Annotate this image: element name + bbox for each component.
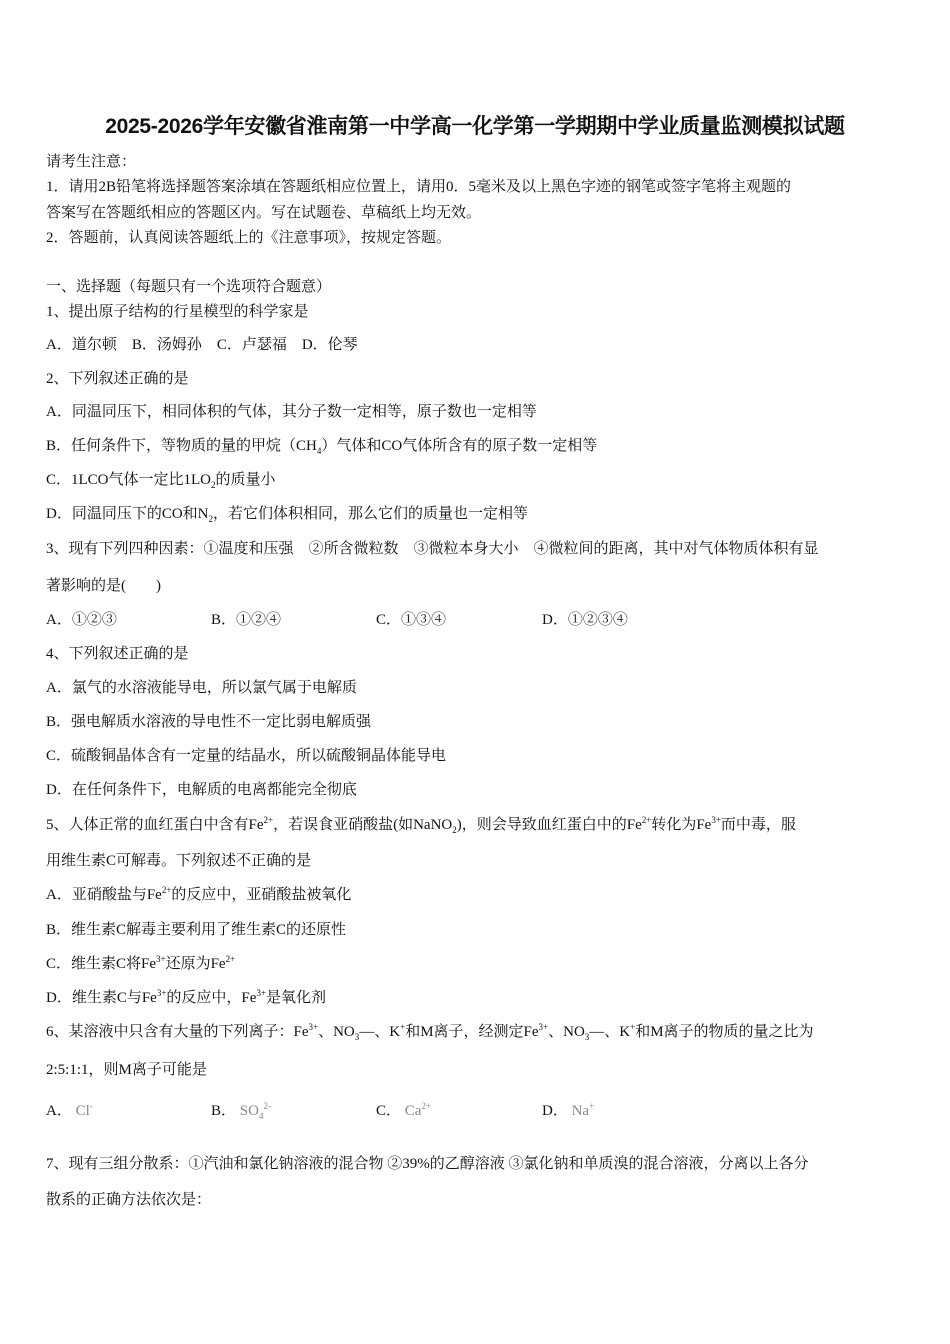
text-line [46,302,309,322]
text-segment: 3+ [156,954,166,964]
option [376,610,446,630]
text-segment: 转化为Fe [651,817,712,833]
text-segment: - [89,1101,93,1111]
text-segment: Na [567,1103,590,1119]
text-segment: + [589,1101,595,1111]
text-line [46,988,326,1008]
text-segment: 5、人体正常的血红蛋白中含有Fe [46,817,264,833]
text-segment: Ca [401,1103,422,1119]
text-line [46,228,451,248]
text-segment: ，若它们体积相同，那么它们的质量也一定相等 [213,506,529,522]
text-segment: 的反应中，亚硝酸盐被氧化 [171,887,352,903]
text-segment: D．在任何条件下，电解质的电离都能完全彻底 [46,782,357,798]
text-segment: + [400,1022,406,1032]
option [46,1101,93,1121]
text-segment: )，则会导致血红蛋白中的Fe [456,817,642,833]
text-segment: 2+ [225,954,236,964]
text-segment: —、K [589,1024,631,1040]
text-line [46,203,481,223]
text-segment: A．道尔顿 B．汤姆孙 C．卢瑟福 D．伦琴 [46,337,358,353]
text-segment: Cl [71,1103,90,1119]
text-segment: B．任何条件下，等物质的量的甲烷（CH [46,438,317,454]
text-segment: ）气体和CO气体所含有的原子数一定相等 [321,438,598,454]
text-line [46,470,276,490]
text-line [46,576,161,596]
text-segment: B．强电解质水溶液的导电性不一定比弱电解质强 [46,714,372,730]
text-segment: 和M离子，经测定Fe [405,1024,539,1040]
text-segment: C． [376,1103,402,1119]
text-segment: A．①②③ [46,612,117,628]
text-segment: 7、现有三组分散系：①汽油和氯化钠溶液的混合物 ②39%的乙醇溶液 ③氯化钠和单质溴的混合溶液，分离以上各分 [46,1156,809,1172]
text-segment: D．同温同压下的CO和N [46,506,209,522]
text-segment: 3+ [156,988,167,998]
text-segment: C．维生素C将Fe [46,956,157,972]
text-segment: 2- [263,1101,271,1111]
text-line [46,954,235,974]
option [46,610,117,630]
text-segment: 3+ [538,1022,549,1032]
text-segment: 2+ [641,815,652,825]
text-segment: C．1LCO气体一定比1LO [46,472,212,488]
text-segment: 2 [452,825,457,835]
text-segment: A．亚硝酸盐与Fe [46,887,162,903]
text-segment: 2+ [421,1101,432,1111]
option [542,1101,594,1121]
text-segment: 3+ [711,815,721,825]
text-segment: 3 [354,1032,360,1042]
text-line [46,920,346,940]
text-line [46,277,331,297]
text-segment: 、NO [548,1024,585,1040]
text-segment: 2 [211,480,216,490]
text-segment: 3+ [256,988,267,998]
text-segment: 用维生素C可解毒。下列叙述不正确的是 [46,853,312,869]
text-line [46,177,791,197]
text-segment: 1、提出原子结构的行星模型的科学家是 [46,304,309,320]
text-segment: D． [542,1103,568,1119]
text-segment: 一、选择题（每题只有一个选项符合题意） [46,279,332,295]
text-segment: 4 [258,1111,264,1121]
text-line [46,1022,814,1042]
option-row [46,1101,906,1125]
text-segment: 而中毒，服 [720,817,796,833]
text-segment: 的反应中，Fe [166,990,257,1006]
text-line [46,678,357,698]
text-segment: 2 [208,514,214,524]
text-segment: A． [46,1103,72,1119]
text-segment: B．①②④ [211,612,282,628]
text-segment: B． [211,1103,237,1119]
text-segment: D．维生素C与Fe [46,990,157,1006]
text-segment: + [630,1022,636,1032]
text-line [46,335,358,355]
text-line [46,885,351,905]
text-segment: 3、现有下列四种因素：①温度和压强 ②所含微粒数 ③微粒本身大小 ④微粒间的距离，其中对气体物质体积有显 [46,541,819,557]
text-segment: 2+ [263,815,274,825]
text-line [46,436,597,456]
text-segment: C．①③④ [376,612,447,628]
text-segment: 4、下列叙述正确的是 [46,646,189,662]
text-segment: A．氯气的水溶液能导电，所以氯气属于电解质 [46,680,357,696]
text-line [46,712,371,732]
text-line [46,1154,809,1174]
text-segment: 1．请用2B铅笔将选择题答案涂填在答题纸相应位置上，请用0．5毫米及以上黑色字迹的钢笔或签字笔将主观题的 [46,179,792,195]
option [211,610,281,630]
text-line [46,402,537,422]
text-segment: 3+ [308,1022,319,1032]
text-line [46,1190,211,1210]
text-line [46,780,357,800]
text-segment: 6、某溶液中只含有大量的下列离子：Fe [46,1024,309,1040]
text-segment: 著影响的是( ) [46,578,161,594]
text-segment: 的质量小 [215,472,276,488]
text-segment: 2、下列叙述正确的是 [46,371,189,387]
text-segment: 2．答题前，认真阅读答题纸上的《注意事项》，按规定答题。 [46,230,452,246]
text-line [46,504,528,524]
text-segment: ，若误食亚硝酸盐(如NaNO [273,817,453,833]
option-row [46,610,906,634]
text-segment: 还原为Fe [165,956,226,972]
text-segment: SO [236,1103,259,1119]
text-segment: A．同温同压下，相同体积的气体，其分子数一定相等，原子数也一定相等 [46,404,537,420]
text-segment: 3 [584,1032,590,1042]
text-segment: D．①②③④ [542,612,628,628]
text-line [46,746,446,766]
text-segment: 请考生注意： [46,154,137,170]
text-segment: 是氧化剂 [266,990,327,1006]
option [542,610,628,630]
text-segment: 4 [316,446,322,456]
text-line [46,815,796,835]
text-segment: 2:5:1:1，则M离子可能是 [46,1062,207,1078]
text-segment: C．硫酸铜晶体含有一定量的结晶水，所以硫酸铜晶体能导电 [46,748,447,764]
text-line [46,644,189,664]
text-line [46,1060,207,1080]
option [376,1101,431,1121]
text-segment: 2+ [161,885,172,895]
text-segment: B．维生素C解毒主要利用了维生素C的还原性 [46,922,347,938]
text-segment: 散系的正确方法依次是： [46,1192,212,1208]
option [211,1101,271,1121]
text-segment: 和M离子的物质的量之比为 [635,1024,814,1040]
text-line [46,369,189,389]
text-line [46,152,136,172]
text-segment: 、NO [318,1024,355,1040]
text-line [46,851,311,871]
text-segment: 答案写在答题纸相应的答题区内。写在试题卷、草稿纸上均无效。 [46,205,482,221]
text-segment: —、K [359,1024,401,1040]
page-title: 2025-2026学年安徽省淮南第一中学高一化学第一学期期中学业质量监测模拟试题 [105,115,845,138]
text-line [46,539,819,559]
